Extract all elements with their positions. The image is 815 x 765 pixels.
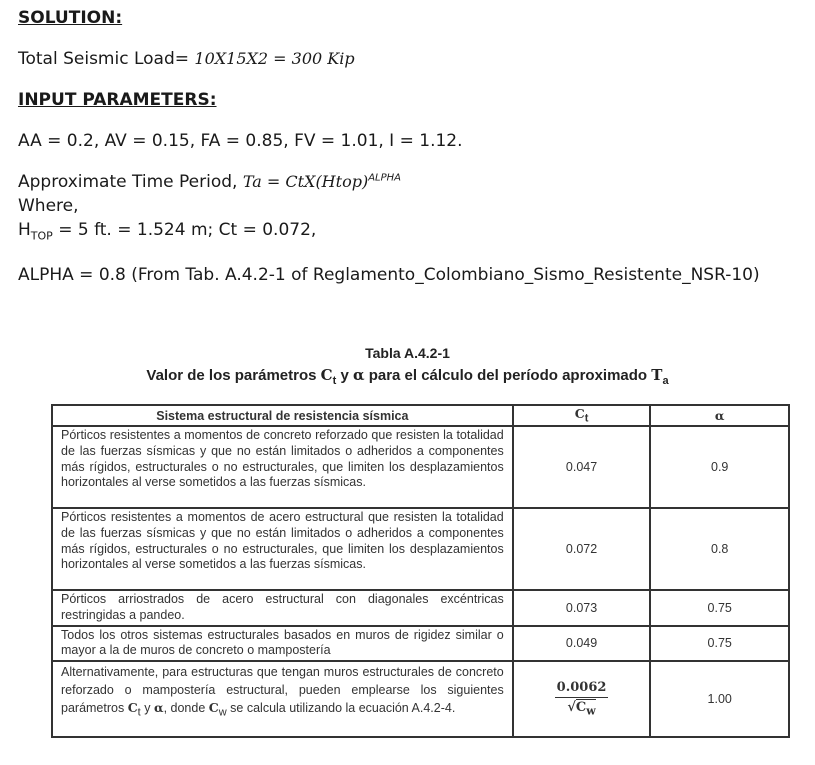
table-subtitle-prefix: Valor de los parámetros — [146, 367, 317, 384]
ct-fraction-numerator: 0.0062 — [555, 680, 609, 698]
period-expression: Ta = CtX(Htop) — [242, 172, 369, 191]
table-row — [52, 426, 789, 508]
header-alpha — [650, 405, 789, 426]
params-line: AA = 0.2, AV = 0.15, FA = 0.85, FV = 1.01, I = 1.12. — [18, 131, 463, 151]
table-subtitle-ct-sub: t — [332, 375, 337, 387]
table-subtitle-y: y — [340, 367, 349, 384]
row-description — [52, 661, 513, 737]
input-heading: INPUT PARAMETERS: — [18, 90, 217, 110]
htop-subscript: TOP — [30, 229, 53, 243]
row-ct: 0.047 — [513, 426, 651, 508]
table-row-alternative — [52, 661, 789, 737]
parameters-table — [51, 404, 790, 738]
alt-y: y — [144, 701, 151, 716]
table-subtitle-alpha: α — [352, 366, 365, 384]
period-label: Approximate Time Period, — [18, 172, 238, 192]
alt-ct-sub: t — [137, 706, 141, 719]
alt-ct: C — [127, 700, 138, 716]
row-description: Pórticos arriostrados de acero estructural con diagonales excéntricas restringidas a pandeo. — [52, 590, 513, 626]
ct-fraction — [555, 680, 609, 718]
row-alpha: 0.9 — [650, 426, 789, 508]
table-title: Tabla A.4.2-1 — [365, 345, 450, 361]
table-header-row — [52, 405, 789, 426]
htop-symbol: H — [18, 220, 31, 240]
table-row — [52, 590, 789, 626]
alt-cw-sub: w — [218, 706, 227, 719]
row-alpha: 0.8 — [650, 508, 789, 590]
table-subtitle-ct: C — [320, 366, 333, 384]
row-alpha: 0.75 — [650, 590, 789, 626]
alpha-line: ALPHA = 0.8 (From Tab. A.4.2-1 of Reglamento_Colombiano_Sismo_Resistente_NSR-10) — [18, 265, 760, 285]
row-ct-formula — [513, 661, 651, 737]
row-ct: 0.073 — [513, 590, 651, 626]
sqrt-radicand: $C_w$ — [575, 700, 596, 718]
solution-heading: SOLUTION: — [18, 8, 123, 28]
table-subtitle-ta-sub: a — [662, 375, 669, 387]
total-load-expression: 10X15X2 = 300 Kip — [194, 49, 355, 68]
row-description: Pórticos resistentes a momentos de acero estructural que resisten la totalidad de las fuerzas sísmicas y que no están limitados o adheridos a componentes más rígidos, estructurales o no estructurales, que limiten los desplazamientos horizontales al verse sometidos a las fuerzas sísmicas. — [52, 508, 513, 590]
row-description: Pórticos resistentes a momentos de concreto reforzado que resisten la totalidad de las fuerzas sísmicas y que no están limitados o adheridos a componentes más rígidos, estructurales o no estructurales, que limiten los desplazamientos horizontales al verse sometidos a las fuerzas sísmicas. — [52, 426, 513, 508]
row-alpha: 0.75 — [650, 626, 789, 662]
total-load-label: Total Seismic Load= — [18, 49, 189, 69]
sqrt-symbol: √ — [567, 700, 576, 716]
table-row — [52, 508, 789, 590]
alt-text-b: , donde — [163, 701, 206, 716]
period-line — [18, 172, 401, 192]
alt-text-a: Alternativamente, para estructuras que tengan muros estructurales de concreto reforzado o mampostería estructural, pueden emplearse los siguientes parámetros — [61, 665, 504, 716]
table-subtitle — [0, 366, 815, 387]
header-ct — [513, 405, 651, 426]
table-subtitle-ta: T — [651, 366, 663, 384]
total-load-line — [18, 49, 355, 69]
period-exponent: ALPHA — [368, 172, 401, 184]
row-ct: 0.049 — [513, 626, 651, 662]
header-alpha-symbol: α — [714, 408, 725, 423]
alt-cw: C — [208, 700, 219, 716]
header-system: Sistema estructural de resistencia sísmica — [52, 405, 513, 426]
where-line: Where, — [18, 196, 79, 216]
alt-alpha: α — [153, 700, 164, 716]
row-ct: 0.072 — [513, 508, 651, 590]
htop-text: = 5 ft. = 1.524 m; Ct = 0.072, — [52, 220, 317, 240]
table-subtitle-middle: para el cálculo del período aproximado — [368, 367, 648, 384]
table-row — [52, 626, 789, 662]
htop-line — [18, 220, 316, 242]
ct-fraction-denominator — [555, 698, 609, 718]
row-description: Todos los otros sistemas estructurales basados en muros de rigidez similar o mayor a la de muros de concreto o mampostería — [52, 626, 513, 662]
header-ct-sub: t — [584, 412, 589, 425]
header-ct-symbol: C — [574, 406, 585, 422]
row-alpha: 1.00 — [650, 661, 789, 737]
alt-text-c: se calcula utilizando la ecuación A.4.2-4. — [230, 701, 456, 716]
